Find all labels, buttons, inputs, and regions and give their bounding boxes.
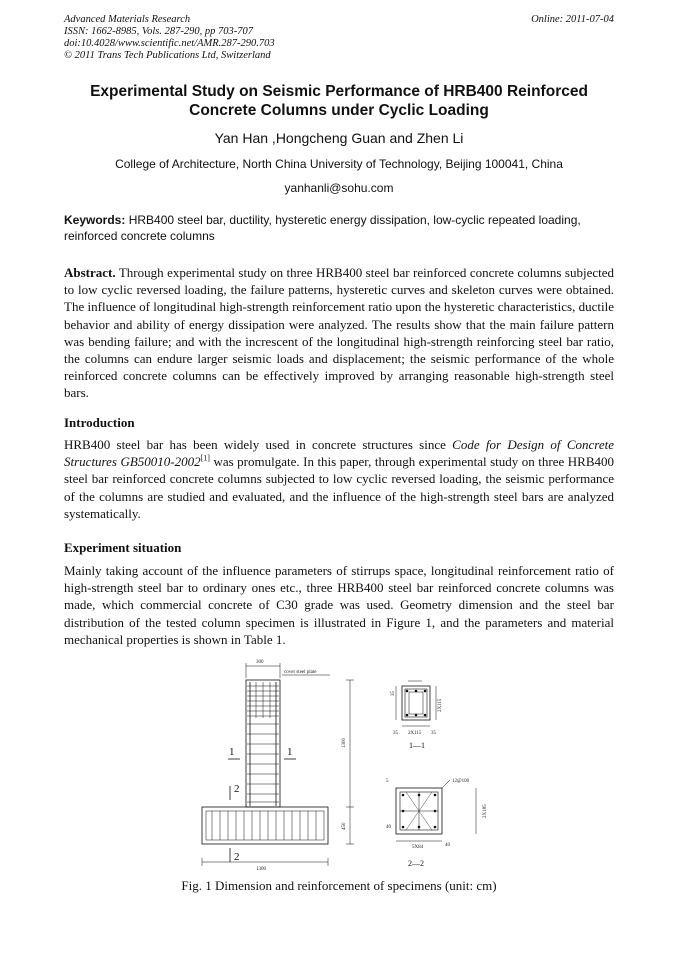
section-2-mark-top: 2 [234,783,240,795]
intro-text-after: was promulgate. In this paper, through experimental study on three HRB400 steel bar reinforced concrete columns subjected to low cyclic reversed loading, the seismic performance of the columns are studied and evaluated, and the influence of the high-strength steel bars are analyzed systematically. [64,454,615,521]
journal-name: Advanced Materials Research [64,14,191,25]
section-2-title: 2—2 [408,859,424,868]
experiment-heading: Experiment situation [64,540,182,555]
keywords-label: Keywords: [64,213,126,227]
journal-metadata [64,14,275,62]
online-date: Online: 2011-07-04 [531,14,614,25]
copyright-line: © 2011 Trans Tech Publications Ltd, Switzerland [64,50,271,61]
code-title: Code for Design of Concrete Structures GB50010-2002 [64,437,614,470]
abstract-text: Through experimental study on three HRB400 steel bar reinforced concrete columns subjected to low cyclic reversed loading, the failure patterns, hysteretic curves and skeleton curves were obtained. The influence of longitudinal high-strength reinforcement ratio upon the hysteretic characteristics, ductile behavior and ability of energy dissipation were analyzed. The results show that the main failure pattern was bending failure; and with the increscent of the longitudinal high-strength reinforcing steel bar ratio, the columns can endure larger seismic loads and displacement; the seismic performance of the whole reinforced concrete columns can be effectively improved by arranging reasonable high-strength steel bars. [64,265,614,401]
sec1-dim-horizontal: 2X115 [408,731,422,736]
sec1-cover-left: 35 [393,731,398,736]
sec2-stirrup-label: 12@100 [452,779,470,784]
section-2-2 [396,780,476,841]
abstract [64,264,614,402]
section-1-mark-left: 1 [229,746,235,758]
sec2-right-cover: 40 [445,843,450,848]
authors: Yan Han ,Hongcheng Guan and Zhen Li [214,130,464,146]
introduction-paragraph [64,436,614,522]
title-line-1: Experimental Study on Seismic Performance of HRB400 Reinforced [90,83,588,100]
introduction-heading: Introduction [64,415,135,430]
affiliation: College of Architecture, North China University of Technology, Beijing 100041, China [115,157,563,171]
sec2-side-label: 2X185 [483,804,488,818]
sec1-side-label: 35 [391,691,396,696]
paper-title [64,82,614,120]
top-width-label: 300 [256,660,264,665]
intro-text-before: HRB400 steel bar has been widely used in concrete structures since [64,437,453,452]
keywords [64,212,614,244]
column-elevation [202,663,354,866]
issn-line: ISSN: 1662-8985, Vols. 287-290, pp 703-707 [64,26,253,37]
title-line-2: Concrete Columns under Cyclic Loading [189,102,489,119]
author-email: yanhanli@sohu.com [284,181,394,195]
abstract-label: Abstract. [64,265,116,280]
base-height-label: 450 [342,822,347,830]
doi-line: doi:10.4028/www.scientific.net/AMR.287-290.703 [64,38,275,49]
reference-1[interactable]: [1] [200,453,210,463]
sec2-top-label: 5 [386,779,389,784]
experiment-paragraph: Mainly taking account of the influence parameters of stirrups space, longitudinal reinforcement ratio of high-strength steel bar to ordinary ones etc., three HRB400 steel bar reinforced concrete columns was made, which commercial concrete of C30 grade was used. Geometry dimension and the steel bar distribution of the tested column specimen is illustrated in Figure 1, and the parameters and material mechanical properties is shown in Table 1. [64,563,614,647]
section-1-1 [396,681,436,726]
height-label: 1300 [342,738,347,748]
specimen-figure [190,656,500,876]
section-2-mark-bottom: 2 [234,851,240,863]
sec2-left-cover: 40 [386,825,391,830]
cover-plate-label: cover steel plate [284,670,317,675]
keywords-text: HRB400 steel bar, ductility, hysteretic energy dissipation, low-cyclic repeated loading, reinforced concrete columns [64,213,581,243]
figure-caption: Fig. 1 Dimension and reinforcement of specimens (unit: cm) [181,878,497,893]
section-1-title: 1—1 [409,741,425,750]
base-width-label: 1300 [256,867,266,872]
section-1-mark-right: 1 [287,746,293,758]
sec1-dim-vertical: 2X115 [438,698,443,712]
sec1-cover-right: 35 [431,731,436,736]
sec2-bottom-label: 5X84 [412,845,424,850]
